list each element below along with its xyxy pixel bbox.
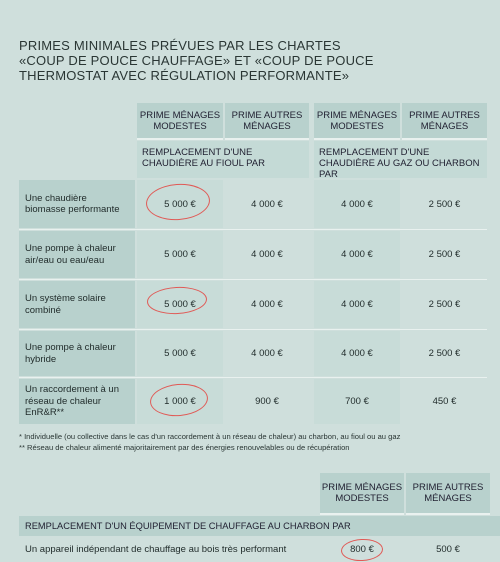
- title-line-1: PRIMES MINIMALES PRÉVUES PAR LES CHARTES: [19, 38, 341, 53]
- col-header-fioul-autres: PRIME AUTRES MÉNAGES: [225, 103, 309, 140]
- col-header-gaz-modestes: PRIME MÉNAGES MODESTES: [314, 103, 400, 140]
- cell-value: 5 000 €: [137, 331, 223, 376]
- cell-value: 4 000 €: [251, 348, 283, 359]
- cell-value: 4 000 €: [251, 198, 283, 210]
- footnote-2: ** Réseau de chaleur alimenté majoritairement par des énergies renouvelables ou de récupération: [19, 442, 350, 452]
- cell-value: 2 500 €: [428, 198, 461, 210]
- section-charbon: REMPLACEMENT D'UN ÉQUIPEMENT DE CHAUFFAGE AU CHARBON PAR: [19, 516, 500, 536]
- footnote-1: * Individuelle (ou collective dans le cas d'un raccordement à un réseau de chaleur) au charbon, au fioul ou au gaz: [19, 432, 401, 441]
- row-divider: [19, 377, 487, 378]
- row-label-biomasse: Une chaudière biomasse performante: [19, 180, 135, 228]
- row-label-pac-hybride: Une pompe à chaleur hybride: [19, 331, 135, 376]
- cell-value: 700 €: [314, 379, 400, 424]
- section-gaz: REMPLACEMENT D'UNE CHAUDIÈRE AU GAZ OU CHARBON PAR: [314, 141, 487, 178]
- col-header-charbon-autres: PRIME AUTRES MÉNAGES: [406, 473, 490, 515]
- title-line-2: «COUP DE POUCE CHAUFFAGE» ET «COUP DE POUCE: [19, 53, 374, 68]
- cell-value: 2 500 €: [428, 299, 461, 310]
- row-label-pac-air-eau: Une pompe à chaleur air/eau ou eau/eau: [19, 231, 135, 278]
- cell-value: 2 500 €: [428, 249, 461, 260]
- row-divider: [19, 279, 487, 280]
- row-label-solaire: Un système solaire combiné: [19, 281, 135, 328]
- cell-value: 500 €: [436, 544, 460, 555]
- cell-value: 5 000 €: [137, 180, 223, 228]
- footnotes: [19, 432, 489, 453]
- cell-value: 1 000 €: [137, 379, 223, 424]
- cell-value: 5 000 €: [137, 281, 223, 328]
- row-label-reseau-chaleur: Un raccordement à un réseau de chaleur EnR&R**: [19, 379, 135, 424]
- cell-value: 4 000 €: [314, 231, 400, 278]
- cell-value: 5 000 €: [137, 231, 223, 278]
- title-line-3: THERMOSTAT AVEC RÉGULATION PERFORMANTE»: [19, 68, 350, 83]
- cell-value: 4 000 €: [314, 281, 400, 328]
- col-header-charbon-modestes: PRIME MÉNAGES MODESTES: [320, 473, 404, 515]
- cell-value: 4 000 €: [251, 299, 283, 310]
- cell-value: 4 000 €: [314, 180, 400, 228]
- col-header-fioul-modestes: PRIME MÉNAGES MODESTES: [137, 103, 223, 140]
- row-divider: [19, 229, 487, 230]
- cell-value: 900 €: [255, 396, 279, 407]
- row-label-bois: Un appareil indépendant de chauffage au bois très performant: [25, 544, 287, 555]
- row-divider: [19, 329, 487, 330]
- section-fioul: REMPLACEMENT D'UNE CHAUDIÈRE AU FIOUL PAR: [137, 141, 309, 178]
- cell-value: 800 €: [350, 544, 374, 555]
- cell-value: 2 500 €: [428, 348, 461, 359]
- cell-value: 4 000 €: [314, 331, 400, 376]
- table-row: [19, 538, 500, 561]
- cell-value: 450 €: [432, 396, 457, 407]
- cell-value: 4 000 €: [251, 249, 283, 260]
- col-header-gaz-autres: PRIME AUTRES MÉNAGES: [402, 103, 487, 140]
- page-title: [19, 38, 489, 83]
